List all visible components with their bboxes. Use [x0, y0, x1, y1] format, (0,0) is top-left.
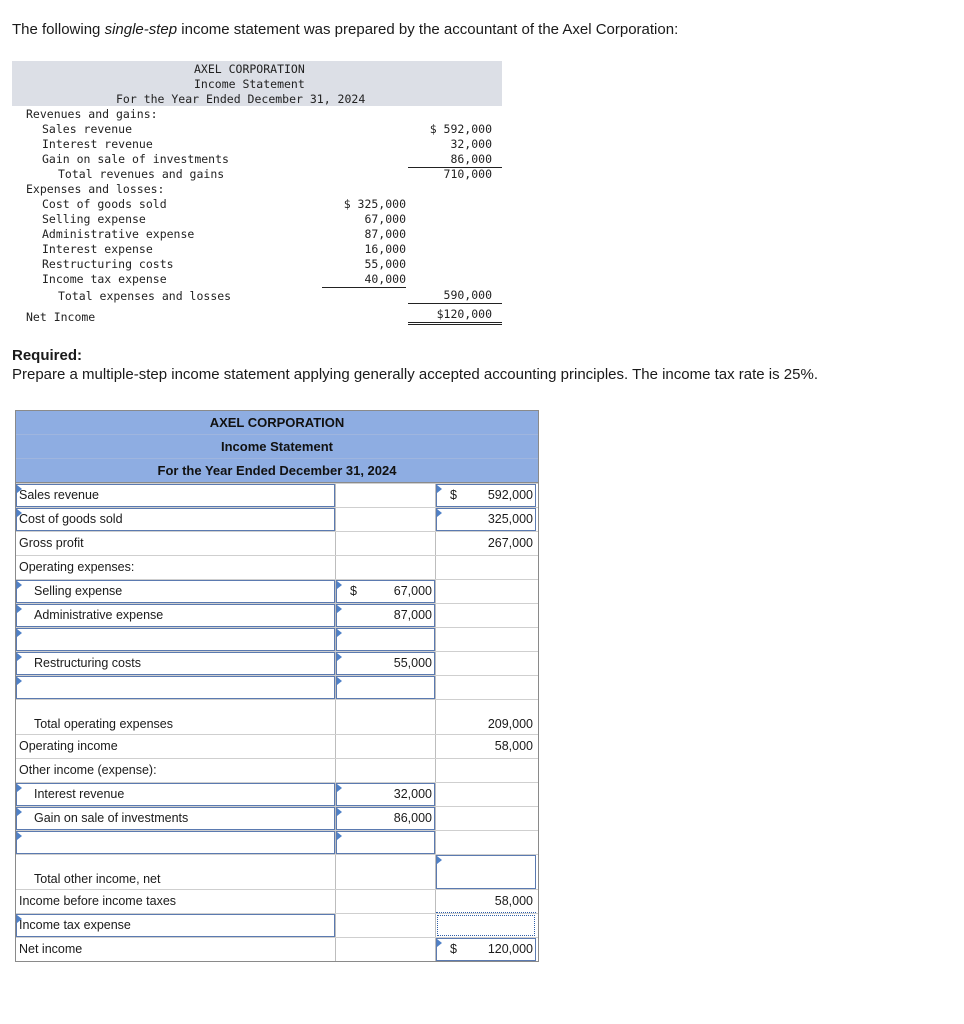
total-cell	[436, 604, 536, 627]
table-row	[16, 782, 538, 806]
table-row	[16, 806, 538, 830]
total-input[interactable]	[436, 914, 536, 937]
given-net-income-amount: $120,000	[408, 307, 502, 325]
label-input[interactable]: Selling expense	[16, 580, 336, 603]
label-cell: Operating income	[16, 735, 336, 758]
label-input[interactable]: Interest revenue	[16, 783, 336, 806]
table-row	[16, 555, 538, 579]
given-expense-amount: 40,000	[322, 272, 406, 288]
given-revenue-label: Sales revenue	[42, 122, 133, 136]
given-income-statement	[12, 61, 502, 331]
answer-period: For the Year Ended December 31, 2024	[16, 458, 538, 482]
given-expense-label: Interest expense	[42, 242, 153, 256]
table-row	[16, 675, 538, 699]
label-cell: Income before income taxes	[16, 890, 336, 913]
table-row	[16, 603, 538, 627]
label-input[interactable]: Administrative expense	[16, 604, 336, 627]
given-total-expenses-amount: 590,000	[408, 288, 502, 304]
amount-input[interactable]	[336, 676, 436, 699]
amount-input[interactable]: 86,000	[336, 807, 436, 830]
given-company: AXEL CORPORATION	[194, 62, 305, 76]
total-input[interactable]: $ 120,000	[436, 938, 536, 961]
amount-cell	[336, 735, 436, 758]
table-row	[16, 651, 538, 675]
table-row	[16, 734, 538, 758]
total-input[interactable]: $ 592,000	[436, 484, 536, 507]
table-row	[16, 579, 538, 603]
label-input[interactable]: Gain on sale of investments	[16, 807, 336, 830]
table-row	[16, 507, 538, 531]
given-expense-label: Income tax expense	[42, 272, 167, 286]
given-expense-amount: 67,000	[364, 212, 406, 226]
amount-cell	[336, 556, 436, 579]
table-row	[16, 699, 538, 734]
amount-cell	[336, 508, 436, 531]
total-cell	[436, 676, 536, 699]
table-row	[16, 937, 538, 961]
table-row	[16, 483, 538, 507]
amount-cell	[336, 532, 436, 555]
amount-cell	[336, 938, 436, 961]
given-expenses-heading: Expenses and losses:	[26, 182, 165, 196]
given-expense-amount: 16,000	[364, 242, 406, 256]
given-total-expenses-label: Total expenses and losses	[58, 289, 232, 303]
table-row	[16, 758, 538, 782]
total-input[interactable]: 325,000	[436, 508, 536, 531]
answer-header	[16, 411, 538, 483]
table-row	[16, 531, 538, 555]
table-row	[16, 913, 538, 937]
label-input[interactable]: Restructuring costs	[16, 652, 336, 675]
total-cell	[436, 628, 536, 651]
total-cell: 58,000	[436, 890, 536, 913]
amount-cell	[336, 914, 436, 937]
label-input[interactable]: Income tax expense	[16, 914, 336, 937]
label-input[interactable]	[16, 676, 336, 699]
table-row	[16, 830, 538, 854]
amount-cell	[336, 890, 436, 913]
amount-cell	[336, 484, 436, 507]
label-cell: Total other income, net	[16, 855, 336, 889]
table-row	[16, 627, 538, 651]
amount-input[interactable]: $ 67,000	[336, 580, 436, 603]
amount-input[interactable]: 55,000	[336, 652, 436, 675]
given-expense-label: Administrative expense	[42, 227, 195, 241]
total-cell	[436, 652, 536, 675]
amount-input[interactable]: 87,000	[336, 604, 436, 627]
given-expense-amount: $ 325,000	[343, 197, 406, 211]
given-expense-label: Restructuring costs	[42, 257, 174, 271]
label-input[interactable]	[16, 831, 336, 854]
total-cell	[436, 556, 536, 579]
amount-cell	[336, 759, 436, 782]
amount-cell	[336, 700, 436, 734]
amount-input[interactable]	[336, 831, 436, 854]
total-cell: 58,000	[494, 739, 533, 753]
label-cell: Total operating expenses	[16, 700, 336, 734]
given-expense-label: Cost of goods sold	[42, 197, 167, 211]
table-row	[16, 889, 538, 913]
total-cell	[436, 807, 536, 830]
given-expense-amount: 87,000	[364, 227, 406, 241]
given-total-revenues-label: Total revenues and gains	[58, 167, 225, 181]
table-row	[16, 854, 538, 889]
label-input[interactable]: Cost of goods sold	[16, 508, 336, 531]
given-revenues-heading: Revenues and gains:	[26, 107, 158, 121]
given-revenue-amount: 86,000	[408, 152, 502, 168]
answer-title: Income Statement	[16, 434, 538, 458]
total-cell	[436, 783, 536, 806]
given-revenue-amount: 32,000	[450, 137, 492, 151]
amount-input[interactable]: 32,000	[336, 783, 436, 806]
label-cell: Gross profit	[16, 532, 336, 555]
given-expense-amount: 55,000	[364, 257, 406, 271]
given-revenue-label: Interest revenue	[42, 137, 153, 151]
given-title: Income Statement	[194, 77, 305, 91]
total-cell	[436, 831, 536, 854]
label-cell: Net income	[16, 938, 336, 961]
total-input[interactable]	[436, 855, 536, 889]
label-input[interactable]	[16, 628, 336, 651]
required-title: Required:	[12, 347, 83, 364]
label-cell: Operating expenses:	[16, 556, 336, 579]
given-period: For the Year Ended December 31, 2024	[116, 92, 366, 106]
amount-cell	[336, 855, 436, 889]
total-cell: 267,000	[487, 536, 533, 550]
given-revenue-label: Gain on sale of investments	[42, 152, 229, 166]
given-net-income-label: Net Income	[26, 310, 96, 324]
answer-income-statement	[15, 410, 539, 962]
given-revenue-amount: $ 592,000	[429, 122, 492, 136]
label-cell: Other income (expense):	[16, 759, 336, 782]
given-total-revenues-amount: 710,000	[443, 167, 492, 181]
answer-company: AXEL CORPORATION	[209, 415, 345, 430]
total-cell	[436, 580, 536, 603]
required-text: Prepare a multiple-step income statement applying generally accepted accounting principles. The income tax rate is 25%.	[12, 366, 818, 383]
total-cell: 209,000	[487, 717, 533, 731]
given-expense-label: Selling expense	[42, 212, 146, 226]
intro-text: The following single-step income statement was prepared by the accountant of the Axel Corporation:	[12, 21, 679, 38]
label-input[interactable]: Sales revenue	[16, 484, 336, 507]
total-cell	[436, 759, 536, 782]
amount-input[interactable]	[336, 628, 436, 651]
